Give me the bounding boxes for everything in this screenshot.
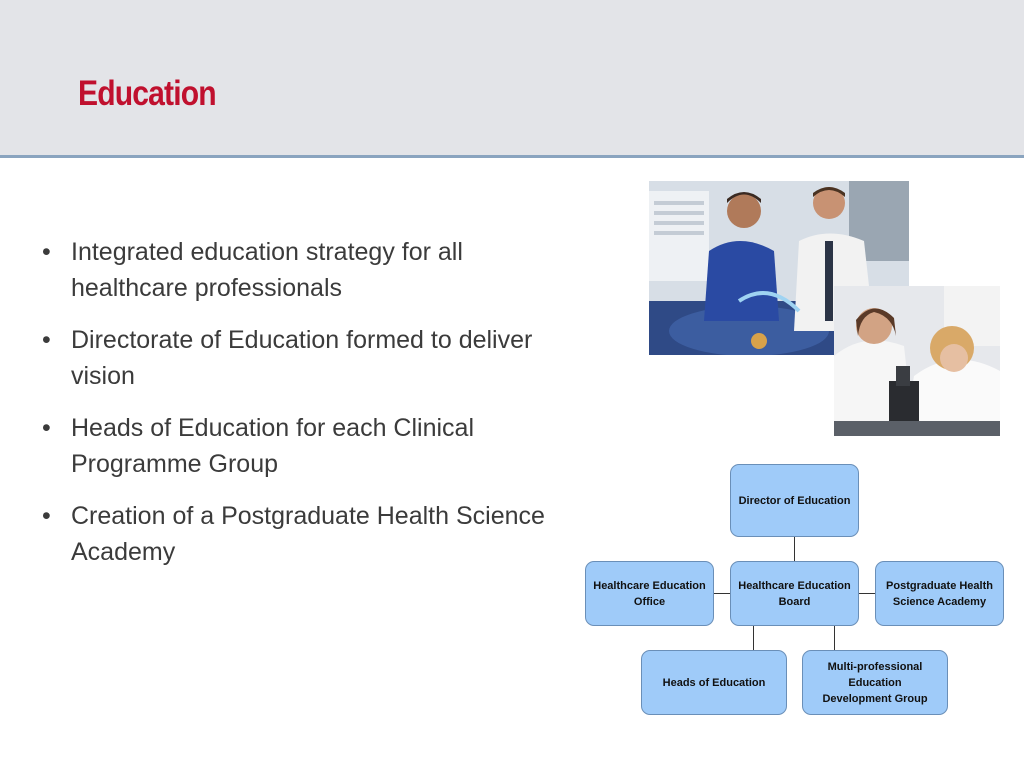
heads-of-education-box [641, 650, 787, 715]
header-divider [0, 155, 1024, 158]
bullet-item: • Creation of a Postgraduate Health Science Academy [40, 498, 560, 570]
postgraduate-academy-label: Postgraduate Health Science Academy [886, 579, 993, 608]
multi-professional-group-label: Multi-professional Education Development Group [822, 660, 928, 705]
connector-board-multi [834, 625, 835, 650]
healthcare-education-board-label: Healthcare Education Board [738, 579, 851, 608]
healthcare-education-office-label: Healthcare Education Office [593, 579, 706, 608]
multi-professional-group-box [802, 650, 948, 715]
bullet-item: • Heads of Education for each Clinical Programme Group [40, 410, 560, 482]
bullet-item: • Directorate of Education formed to deliver vision [40, 322, 560, 394]
connector-board-academy [858, 593, 875, 594]
director-of-education-box [730, 464, 859, 537]
connector-director-board [794, 537, 795, 562]
director-of-education-label: Director of Education [738, 494, 851, 507]
bullet-item: • Integrated education strategy for all healthcare professionals [40, 234, 560, 306]
laboratory-photo-illustration [834, 286, 1000, 436]
heads-of-education-label: Heads of Education [662, 676, 766, 689]
laboratory-photo [834, 286, 1000, 436]
bullet-list [40, 234, 560, 586]
healthcare-education-board-box [730, 561, 859, 626]
slide-title: Education [78, 74, 216, 113]
healthcare-education-office-box [585, 561, 714, 626]
postgraduate-academy-box [875, 561, 1004, 626]
connector-office-board [713, 593, 730, 594]
connector-board-heads [753, 625, 754, 650]
